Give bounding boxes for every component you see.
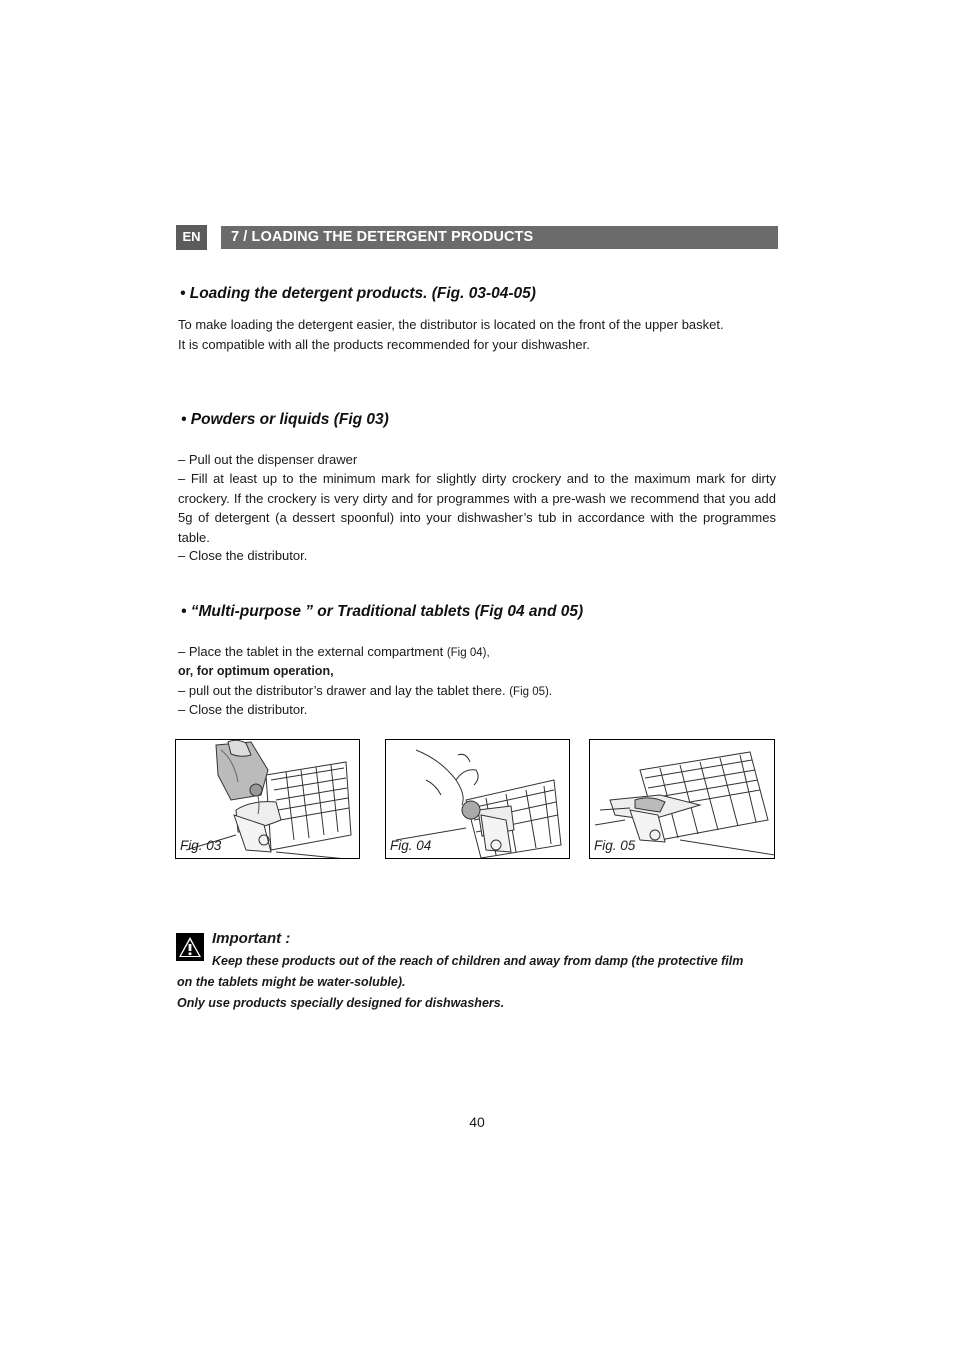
figure-05-caption: Fig. 05 <box>594 838 636 853</box>
figure-03 <box>175 739 360 859</box>
tablet-step-2-ref: (Fig 05). <box>509 686 553 698</box>
page-number: 40 <box>469 1114 485 1130</box>
important-title: Important : <box>212 930 291 947</box>
important-line-1: Keep these products out of the reach of children and away from damp (the protective film <box>212 954 744 968</box>
warning-triangle-icon <box>176 933 204 961</box>
tablet-step-1-ref: (Fig 04), <box>446 647 490 659</box>
figure-05 <box>589 739 775 859</box>
tablet-step-3: – Close the distributor. <box>178 702 308 717</box>
language-badge: EN <box>176 225 207 250</box>
figure-04 <box>385 739 570 859</box>
tablet-step-1 <box>178 642 490 664</box>
tablet-step-1-text: – Place the tablet in the external compartment <box>178 644 447 659</box>
intro-line-1: To make loading the detergent easier, the distributor is located on the front of the upper basket. <box>178 317 724 332</box>
powder-step-1: – Pull out the dispenser drawer <box>178 452 358 467</box>
section-title: 7 / LOADING THE DETERGENT PRODUCTS <box>221 226 778 249</box>
powder-step-3: – Close the distributor. <box>178 548 308 563</box>
important-line-2: on the tablets might be water-soluble). <box>177 975 406 989</box>
heading-loading-detergent: • Loading the detergent products. (Fig. 03-04-05) <box>180 285 536 302</box>
heading-powders-liquids: • Powders or liquids (Fig 03) <box>181 411 389 428</box>
important-line-3: Only use products specially designed for dishwashers. <box>177 996 505 1010</box>
figure-04-caption: Fig. 04 <box>390 838 432 853</box>
heading-tablets: • “Multi-purpose ” or Traditional tablets (Fig 04 and 05) <box>181 603 584 620</box>
tablet-step-2-text: – pull out the distributor’s drawer and lay the tablet there. <box>178 683 510 698</box>
intro-line-2: It is compatible with all the products recommended for your dishwasher. <box>178 337 590 352</box>
figure-03-caption: Fig. 03 <box>180 838 222 853</box>
optimum-operation-note: or, for optimum operation, <box>178 664 334 678</box>
powder-step-2: – Fill at least up to the minimum mark for slightly dirty crockery and to the maximum mark for dirty crockery. If the crockery is very dirty and for programmes with a pre-wash we recommend that you add 5g of detergent (a dessert spoonful) into your dishwasher’s tub in accordance with the programmes table. <box>178 471 776 545</box>
